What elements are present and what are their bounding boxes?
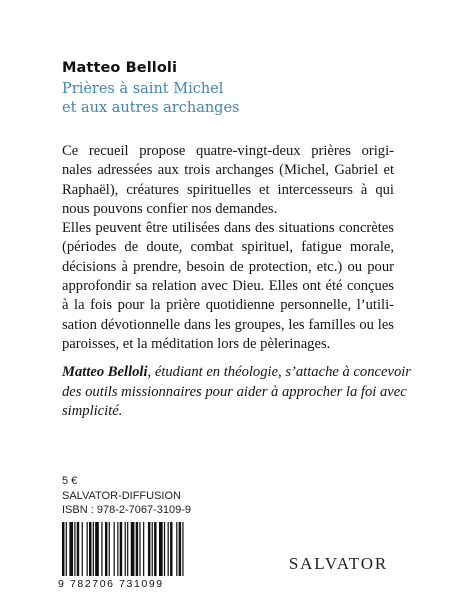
barcode-icon (62, 522, 186, 576)
author-bio-text: , étudiant en théologie, s’attache à concevoir (147, 364, 411, 381)
isbn: ISBN : 978-2-7067-3109-9 (62, 504, 192, 516)
book-title-line-2: et aux autres archanges (62, 100, 240, 116)
author-bio-line: simplicité. (62, 402, 123, 419)
description-line: à la fois pour la prière quotidienne personnelle, l’utili- (62, 297, 394, 314)
paragraph-gap (62, 354, 394, 363)
author-name: Matteo Belloli (62, 60, 178, 76)
author-bio-line (62, 363, 411, 382)
description-line: nales adressées aux trois archanges (Michel, Gabriel et (62, 162, 394, 179)
barcode-number: 9 782706 731099 (58, 578, 164, 590)
book-title (62, 80, 239, 118)
description-line: décisions à prendre, besoin de protection, etc.) ou pour (62, 258, 394, 275)
description-line: Raphaël), créatures spirituelles et intercesseurs à qui (62, 181, 394, 198)
author-bio (62, 363, 411, 421)
publisher-logo: SALVATOR (288, 554, 388, 573)
description-line: nous pouvons confier nos demandes. (62, 200, 278, 217)
author-bio-name: Matteo Belloli (62, 364, 148, 381)
price-info (62, 474, 191, 518)
distributor: SALVATOR-DIFFUSION (62, 489, 181, 502)
book-title-line-1: Prières à saint Michel (62, 81, 224, 97)
description-line: approfondir sa relation avec Dieu. Elles ont été conçues (62, 278, 394, 295)
description-line: paroisses, et la méditation lors de pèlerinages. (62, 335, 331, 352)
description-line: Ce recueil propose quatre-vingt-deux prières origi- (62, 143, 394, 159)
description (62, 142, 411, 421)
description-line: sation dévotionnelle dans les groupes, les familles ou les (62, 316, 394, 333)
price: 5 € (62, 475, 78, 487)
description-line: (périodes de doute, combat spirituel, fatigue morale, (62, 239, 394, 256)
author-bio-line: des outils missionnaires pour aider à approcher la foi avec (62, 383, 407, 400)
description-line: Elles peuvent être utilisées dans des situations concrètes (62, 220, 394, 237)
